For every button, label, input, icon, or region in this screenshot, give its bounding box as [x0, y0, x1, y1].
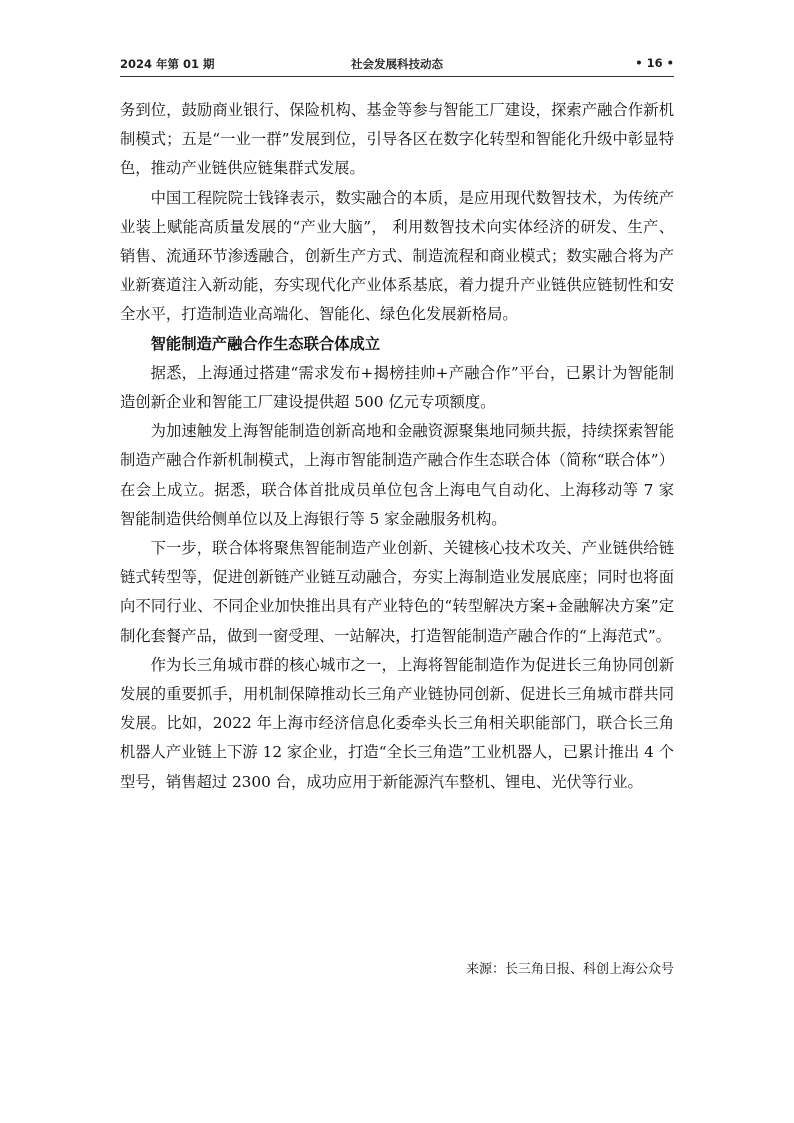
article-body — [120, 96, 674, 797]
header-divider — [120, 76, 674, 77]
issue-label: 2024 年第 01 期 — [120, 57, 215, 71]
source-attribution: 来源：长三角日报、科创上海公众号 — [465, 962, 674, 977]
paragraph-platform: 据悉，上海通过搭建“需求发布+揭榜挂帅+产融合作”平台，已累计为智能制造创新企业和智能工厂建设提供超 500 亿元专项额度。 — [120, 363, 674, 412]
paragraph-consortium: 为加速触发上海智能制造创新高地和金融资源聚集地同频共振，持续探索智能制造产融合作新机制模式，上海市智能制造产融合作生态联合体（简称“联合体”）在会上成立。据悉，联合体首批成员单位包含上海电气自动化、上海移动等 7 家智能制造供给侧单位以及上海银行等 5 家金融服务机构。 — [120, 422, 674, 528]
paragraph-continuation: 务到位，鼓励商业银行、保险机构、基金等参与智能工厂建设，探索产融合作新机制模式；五是“一业一群”发展到位，引导各区在数字化转型和智能化升级中彰显特色，推动产业链供应链集群式发展。 — [120, 101, 674, 178]
section-heading: 智能制造产融合作生态联合体成立 — [150, 334, 381, 353]
paragraph-qian-feng-quote: 中国工程院院士钱锋表示，数实融合的本质，是应用现代数智技术，为传统产业装上赋能高质量发展的“产业大脑”， 利用数智技术向实体经济的研发、生产、销售、流通环节渗透融合，创新生产方式、制造流程和商业模式；数实融合将为产业新赛道注入新动能，夯实现代化产业体系基底，着力提升产业链供应链韧性和安全水平，打造制造业高端化、智能化、绿色化发展新格局。 — [120, 188, 674, 324]
page-header — [120, 54, 674, 74]
publication-title: 社会发展科技动态 — [351, 57, 443, 71]
paragraph-yangtze-delta: 作为长三角城市群的核心城市之一，上海将智能制造作为促进长三角协同创新发展的重要抓手，用机制保障推动长三角产业链协同创新、促进长三角城市群共同发展。比如，2022 年上海市经济信息化委牵头长三角相关职能部门，联合长三角机器人产业链上下游 12 家企业，打造“全长三角造”工业机器人，已累计推出 4 个型号，销售超过 2300 台，成功应用于新能源汽车整机、锂电、光伏等行业。 — [120, 655, 674, 791]
page-number: • 16 • — [635, 56, 674, 70]
paragraph-next-step: 下一步，联合体将聚焦智能制造产业创新、关键核心技术攻关、产业链供给链链式转型等，促进创新链产业链互动融合，夯实上海制造业发展底座；同时也将面向不同行业、不同企业加快推出具有产业特色的“转型解决方案+金融解决方案”定制化套餐产品，做到一窗受理、一站解决，打造智能制造产融合作的“上海范式”。 — [120, 539, 674, 645]
